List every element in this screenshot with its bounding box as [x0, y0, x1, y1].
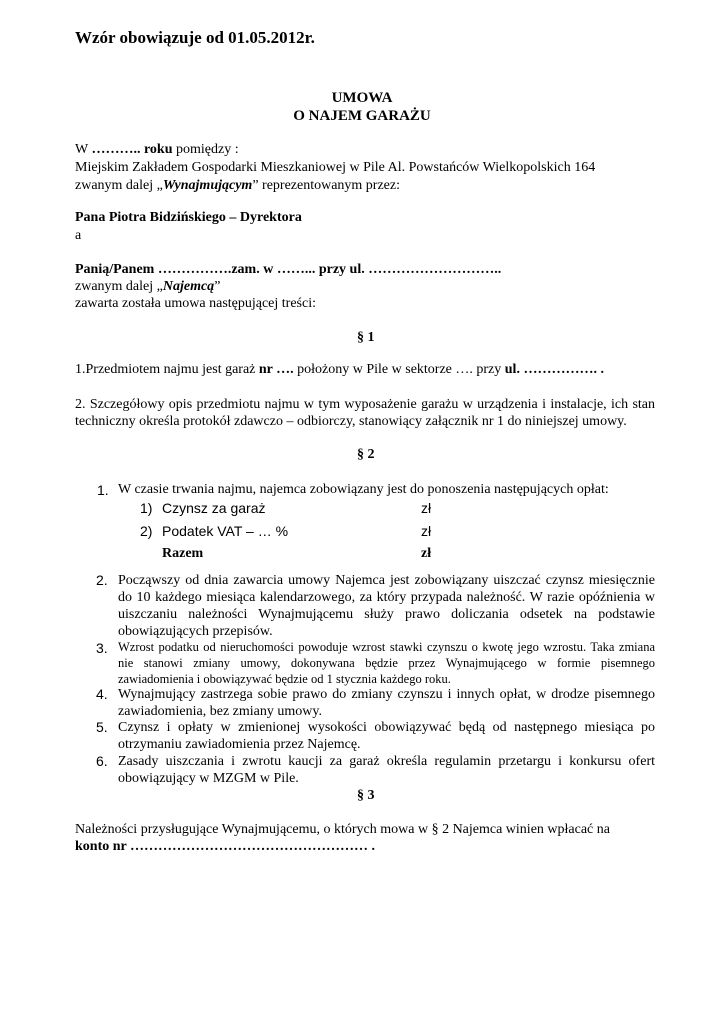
- s2-item-4-number: 4.: [96, 686, 108, 702]
- intro-line-1: [75, 142, 239, 158]
- s2-item-5-number: 5.: [96, 719, 108, 735]
- s1-p1-ul: ul. ……………. .: [504, 362, 604, 377]
- intro-line-3: [75, 178, 400, 194]
- tenant-line-2: [75, 279, 220, 295]
- tenant-line-3: zawarta została umowa następującej treści:: [75, 296, 316, 311]
- tenant-name: Najemcą: [162, 279, 215, 294]
- intro-pomiedzy: pomiędzy :: [172, 142, 239, 157]
- intro-landlord-name: Wynajmującym: [162, 178, 253, 193]
- intro-w: W: [75, 142, 88, 157]
- s1-p1-a: 1.Przedmiotem najmu jest garaż: [75, 362, 259, 377]
- section-3-heading: § 3: [357, 788, 375, 803]
- fee-2-unit: zł: [421, 523, 432, 539]
- fee-1-number: 1): [140, 500, 153, 516]
- fee-2-label: Podatek VAT – … %: [162, 523, 289, 539]
- header-note: Wzór obowiązuje od 01.05.2012r.: [75, 28, 315, 47]
- s1-p1-nr: nr ….: [258, 362, 294, 377]
- total-unit: zł: [421, 546, 432, 561]
- tenant-line: Panią/Panem …………….zam. w ……... przy ul. ………………………..: [75, 262, 502, 277]
- s2-item-6-number: 6.: [96, 753, 108, 769]
- s2-item-5: Czynsz i opłaty w zmienionej wysokości obowiązywać będą od następnego miesiąca po otrzymaniu zawiadomienia przez Najemcę.: [118, 720, 655, 752]
- s2-item-1-number: 1.: [97, 482, 109, 498]
- s2-item-2-number: 2.: [96, 572, 108, 588]
- s2-item-4: Wynajmujący zastrzega sobie prawo do zmiany czynszu i innych opłat, w drodze pisemnego zawiadomienia, bez zmiany umowy.: [118, 687, 655, 719]
- conjunction-a: a: [75, 228, 82, 243]
- tenant-zwanym: zwanym dalej „: [75, 279, 163, 294]
- s1-paragraph-1: [75, 362, 604, 378]
- s2-item-1: W czasie trwania najmu, najemca zobowiązany jest do ponoszenia następujących opłat:: [118, 482, 609, 497]
- fee-1-label: Czynsz za garaż: [162, 500, 266, 516]
- intro-date: ……….. roku: [91, 142, 173, 157]
- title-subject: O NAJEM GARAŻU: [293, 108, 431, 124]
- section-1-heading: § 1: [357, 330, 375, 345]
- s1-paragraph-2: 2. Szczegółowy opis przedmiotu najmu w tym wyposażenie garażu w urządzenia i instalacje, ich stan techniczny określa protokół zdawczo – odbiorczy, stanowiący załącznik nr 1 do niniejszej umowy.: [75, 397, 655, 429]
- s1-p1-b: położony w Pile w sektorze …. przy: [293, 362, 505, 377]
- s2-item-3: Wzrost podatku od nieruchomości powoduje wzrost stawki czynszu o kwotę jego wzrostu. Taka zmiana nie stanowi zmiany umowy, dokonywana będzie przez Wynajmującego w formie pisemnego zawiadomienia i obowiązywać będzie od 1 stycznia każdego roku.: [118, 640, 655, 686]
- tenant-quote-close: ”: [214, 279, 221, 294]
- intro-reprezentowanym: ” reprezentowanym przez:: [252, 178, 401, 193]
- fee-2-number: 2): [140, 523, 153, 539]
- s2-item-3-number: 3.: [96, 640, 108, 656]
- s3-line-1: Należności przysługujące Wynajmującemu, o których mowa w § 2 Najemca winien wpłacać na: [75, 822, 610, 837]
- s3-account-line: konto nr …………………………………………… .: [75, 839, 375, 854]
- fee-1-unit: zł: [421, 500, 432, 516]
- s2-item-6: Zasady uiszczania i zwrotu kaucji za garaż określa regulamin przetargu i konkursu ofert obowiązujący w MZGM w Pile.: [118, 754, 655, 786]
- intro-landlord-address: Miejskim Zakładem Gospodarki Mieszkaniowej w Pile Al. Powstańców Wielkopolskich 164: [75, 160, 596, 175]
- title-umowa: UMOWA: [331, 90, 393, 106]
- representative: Pana Piotra Bidzińskiego – Dyrektora: [75, 210, 302, 225]
- total-label: Razem: [162, 546, 204, 561]
- s2-item-2: Począwszy od dnia zawarcia umowy Najemca jest zobowiązany uiszczać czynsz miesięcznie do 10 każdego miesiąca kalendarzowego, za który przypada należność. W razie opóźnienia w uiszczaniu należności Wynajmującemu służy prawo doliczania odsetek na podstawie obowiązujących przepisów.: [118, 573, 655, 639]
- intro-zwanym: zwanym dalej „: [75, 178, 163, 193]
- section-2-heading: § 2: [357, 447, 375, 462]
